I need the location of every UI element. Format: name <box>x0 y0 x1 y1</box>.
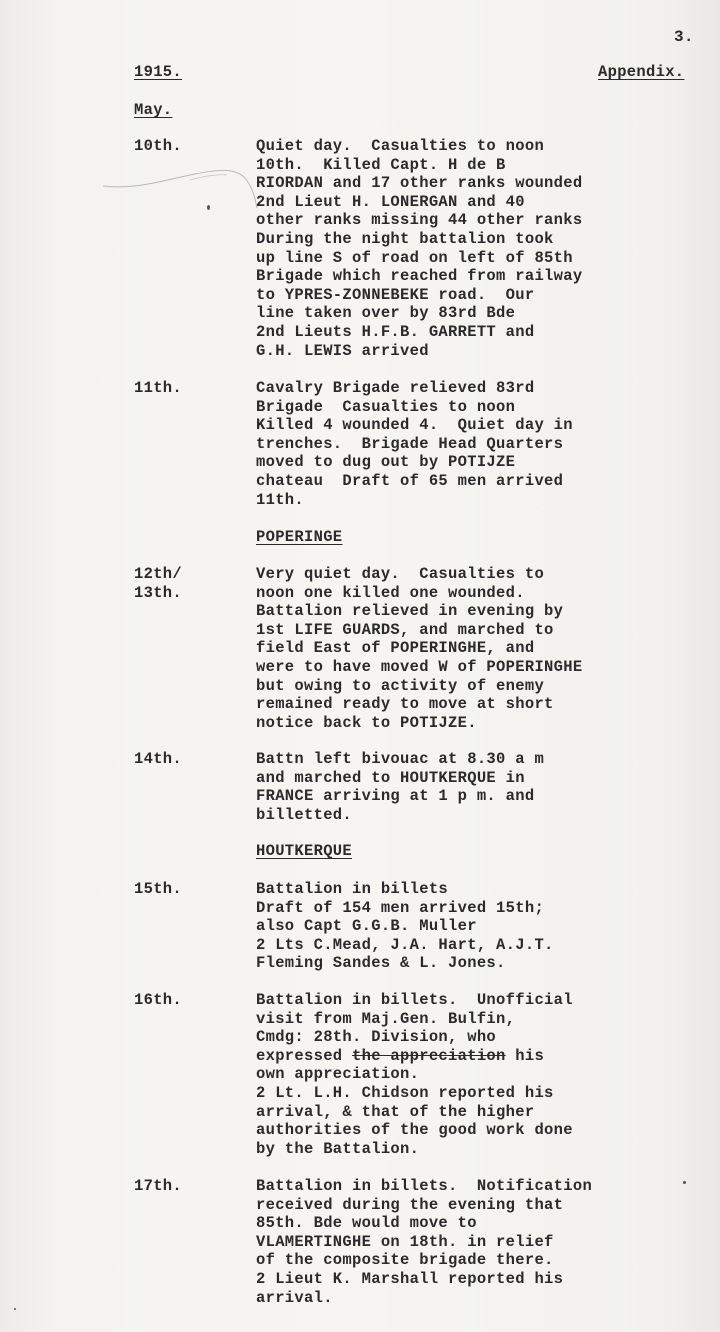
entry-line: other ranks missing 44 other ranks <box>256 211 583 230</box>
entry-line: Draft of 154 men arrived 15th; <box>256 898 545 917</box>
entry-date: 17th. <box>134 1177 183 1195</box>
entry-line: Brigade Casualties to noon <box>256 397 516 416</box>
entry-line: Cmdg: 28th. Division, who <box>256 1028 497 1047</box>
ink-speck <box>14 1308 16 1310</box>
appendix-heading: Appendix. <box>598 63 685 81</box>
entry-line: 2 Lts C.Mead, J.A. Hart, A.J.T. <box>256 935 554 954</box>
entry-line: Battalion in billets. Unofficial <box>256 991 573 1009</box>
entry-line: 2 Lieut K. Marshall reported his <box>256 1269 564 1288</box>
entry-line: VLAMERTINGHE on 18th. in relief <box>256 1232 554 1251</box>
entry-line: During the night battalion took <box>256 229 554 248</box>
entry-date: 11th. <box>134 379 183 397</box>
entry-line: 10th. Killed Capt. H de B <box>256 155 506 174</box>
entry-line: by the Battalion. <box>256 1139 420 1158</box>
pencil-mark <box>95 150 265 220</box>
entry-line: remained ready to move at short <box>256 695 554 714</box>
ink-speck <box>683 1181 686 1184</box>
entry-text <box>256 137 582 360</box>
page-number: 3. <box>674 28 694 46</box>
entry-line: moved to dug out by POTIJZE <box>256 453 516 472</box>
entry-line: authorities of the good work done <box>256 1121 573 1140</box>
entry-line: arrival, & that of the higher <box>256 1102 535 1121</box>
entry-line: field East of POPERINGHE, and <box>256 639 535 658</box>
entry-line: chateau Draft of 65 men arrived <box>256 471 564 490</box>
entry-line: 85th. Bde would move to <box>256 1214 477 1233</box>
entry-line: FRANCE arriving at 1 p m. and <box>256 787 535 806</box>
entry-text <box>256 565 582 732</box>
entry-line: 2nd Lieut H. LONERGAN and 40 <box>256 192 525 211</box>
entry-line <box>256 1047 573 1066</box>
entry-line: 1st LIFE GUARDS, and marched to <box>256 620 554 639</box>
entry-line: but owing to activity of enemy <box>256 676 545 695</box>
entry-line: G.H. LEWIS arrived <box>256 341 429 360</box>
struck-text: the appreciation <box>352 1046 506 1065</box>
entry-line: visit from Maj.Gen. Bulfin, <box>256 1009 516 1028</box>
entry-text <box>256 880 554 973</box>
entry-line: Cavalry Brigade relieved 83rd <box>256 379 535 397</box>
entry-line: up line S of road on left of 85th <box>256 248 573 267</box>
entry-text <box>256 379 573 509</box>
entry-line: to YPRES-ZONNEBEKE road. Our <box>256 285 535 304</box>
entry-line: own appreciation. <box>256 1065 420 1084</box>
entry-line: Battalion in billets <box>256 880 449 898</box>
entry-line: line taken over by 83rd Bde <box>256 304 516 323</box>
year-heading: 1915. <box>134 63 183 81</box>
entry-line: 2 Lt. L.H. Chidson reported his <box>256 1083 554 1102</box>
entry-date: 10th. <box>134 137 183 155</box>
ink-speck <box>207 205 210 210</box>
entry-line: Battalion in billets. Notification <box>256 1177 593 1195</box>
entry-date: 12th/ 13th. <box>134 565 183 602</box>
entry-line: Killed 4 wounded 4. Quiet day in <box>256 416 573 435</box>
entry-line: Brigade which reached from railway <box>256 267 583 286</box>
entry-line: noon one killed one wounded. <box>256 583 525 602</box>
location-heading: HOUTKERQUE <box>256 842 353 860</box>
entry-date: 16th. <box>134 991 183 1009</box>
entry-date: 15th. <box>134 880 183 898</box>
entry-line: Battn left bivouac at 8.30 a m <box>256 750 545 768</box>
entry-line: of the composite brigade there. <box>256 1251 554 1270</box>
entry-line: RIORDAN and 17 other ranks wounded <box>256 174 583 193</box>
entry-line: Very quiet day. Casualties to <box>256 565 545 583</box>
entry-text <box>256 1177 592 1307</box>
entry-line-start: expressed <box>256 1046 353 1065</box>
location-heading: POPERINGE <box>256 528 343 546</box>
entry-line-end: his <box>505 1046 545 1065</box>
entry-line: billetted. <box>256 805 353 824</box>
entry-line: received during the evening that <box>256 1195 564 1214</box>
entry-line: 2nd Lieuts H.F.B. GARRETT and <box>256 322 535 341</box>
entry-line: notice back to POTIJZE. <box>256 713 477 732</box>
entry-line: arrival. <box>256 1288 333 1307</box>
entry-line: also Capt G.G.B. Muller <box>256 917 477 936</box>
entry-line: Quiet day. Casualties to noon <box>256 137 545 155</box>
entry-line: trenches. Brigade Head Quarters <box>256 434 564 453</box>
entry-date: 14th. <box>134 750 183 768</box>
entry-line: and marched to HOUTKERQUE in <box>256 768 525 787</box>
month-heading: May. <box>134 101 173 119</box>
entry-line: Fleming Sandes & L. Jones. <box>256 954 506 973</box>
entry-line: Battalion relieved in evening by <box>256 602 564 621</box>
entry-text <box>256 991 573 1158</box>
entry-text <box>256 750 544 824</box>
entry-line: 11th. <box>256 490 305 509</box>
entry-line: were to have moved W of POPERINGHE <box>256 657 583 676</box>
